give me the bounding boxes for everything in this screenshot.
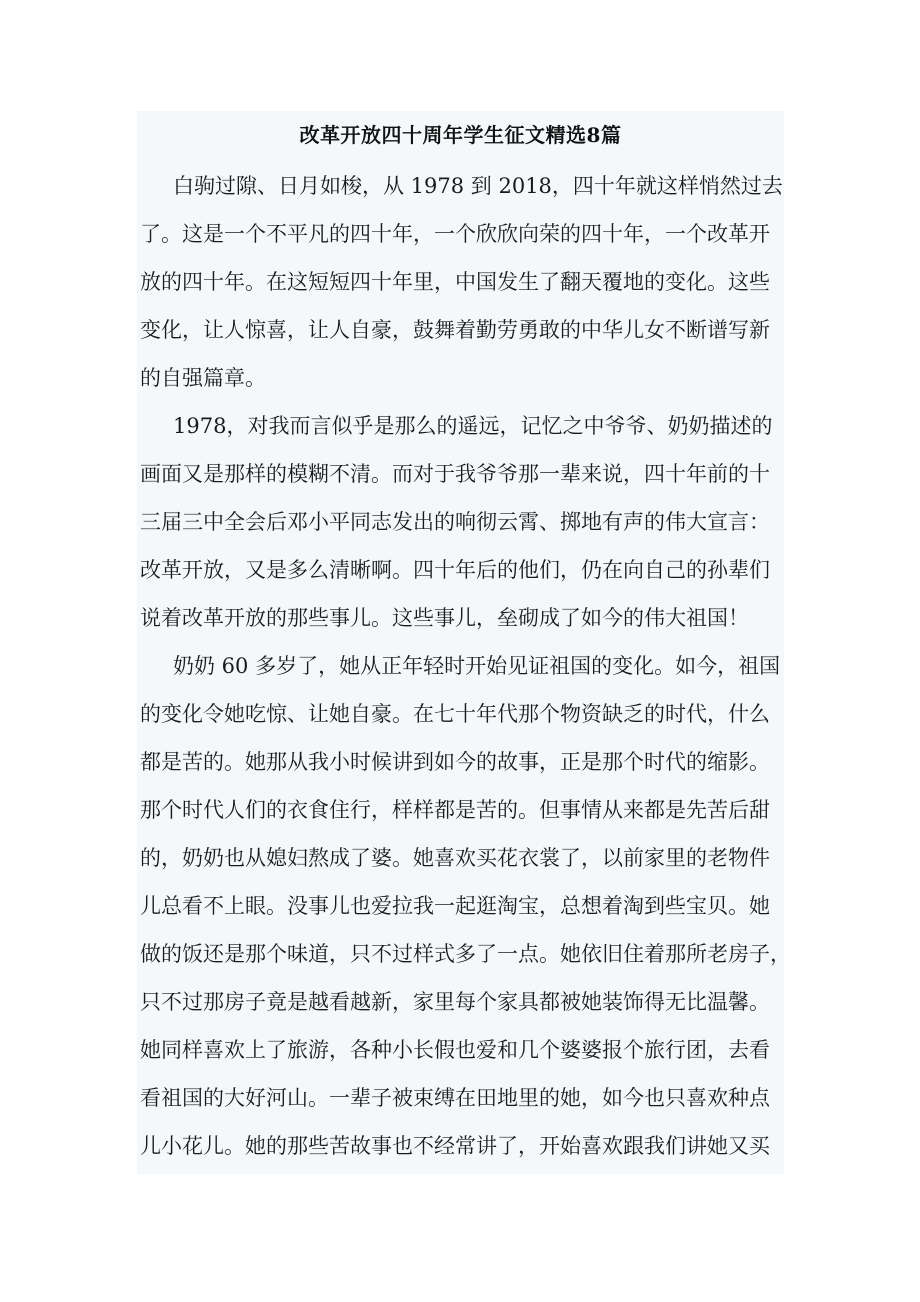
text-block xyxy=(137,111,791,1174)
text-line: 看祖国的大好河山。一辈子被束缚在田地里的她，如今也只喜欢种点 xyxy=(140,1086,770,1110)
text-line: 的变化令她吃惊、让她自豪。在七十年代那个物资缺乏的时代，什么 xyxy=(140,702,770,726)
text-line: 白驹过隙、日月如梭，从 1978 到 2018，四十年就这样悄然过去 xyxy=(173,174,783,198)
document-title: 改革开放四十周年学生征文精选8篇 xyxy=(299,123,622,147)
text-line: 说着改革开放的那些事儿。这些事儿，垒砌成了如今的伟大祖国！ xyxy=(140,606,749,630)
text-line: 变化，让人惊喜，让人自豪，鼓舞着勤劳勇敢的中华儿女不断谱写新 xyxy=(140,318,770,342)
text-line: 儿小花儿。她的那些苦故事也不经常讲了，开始喜欢跟我们讲她又买 xyxy=(140,1134,770,1158)
text-line: 只不过那房子竟是越看越新，家里每个家具都被她装饰得无比温馨。 xyxy=(140,990,770,1014)
text-line: 1978，对我而言似乎是那么的遥远，记忆之中爷爷、奶奶描述的 xyxy=(173,414,773,438)
text-line: 的自强篇章。 xyxy=(140,366,266,390)
text-line: 的，奶奶也从媳妇熬成了婆。她喜欢买花衣裳了，以前家里的老物件 xyxy=(140,846,770,870)
text-line: 放的四十年。在这短短四十年里，中国发生了翻天覆地的变化。这些 xyxy=(140,270,770,294)
text-line: 儿总看不上眼。没事儿也爱拉我一起逛淘宝，总想着淘到些宝贝。她 xyxy=(140,894,770,918)
text-line: 奶奶 60 多岁了，她从正年轻时开始见证祖国的变化。如今，祖国 xyxy=(173,654,781,678)
text-line: 三届三中全会后邓小平同志发出的响彻云霄、掷地有声的伟大宣言： xyxy=(140,510,770,534)
text-line: 改革开放，又是多么清晰啊。四十年后的他们，仍在向自己的孙辈们 xyxy=(140,558,770,582)
text-line: 做的饭还是那个味道，只不过样式多了一点。她依旧住着那所老房子， xyxy=(140,942,791,966)
text-line: 她同样喜欢上了旅游，各种小长假也爱和几个婆婆报个旅行团，去看 xyxy=(140,1038,770,1062)
text-line: 了。这是一个不平凡的四十年，一个欣欣向荣的四十年，一个改革开 xyxy=(140,222,770,246)
text-line: 那个时代人们的衣食住行，样样都是苦的。但事情从来都是先苦后甜 xyxy=(140,798,770,822)
text-line: 画面又是那样的模糊不清。而对于我爷爷那一辈来说，四十年前的十 xyxy=(140,462,770,486)
text-line: 都是苦的。她那从我小时候讲到如今的故事，正是那个时代的缩影。 xyxy=(140,750,770,774)
